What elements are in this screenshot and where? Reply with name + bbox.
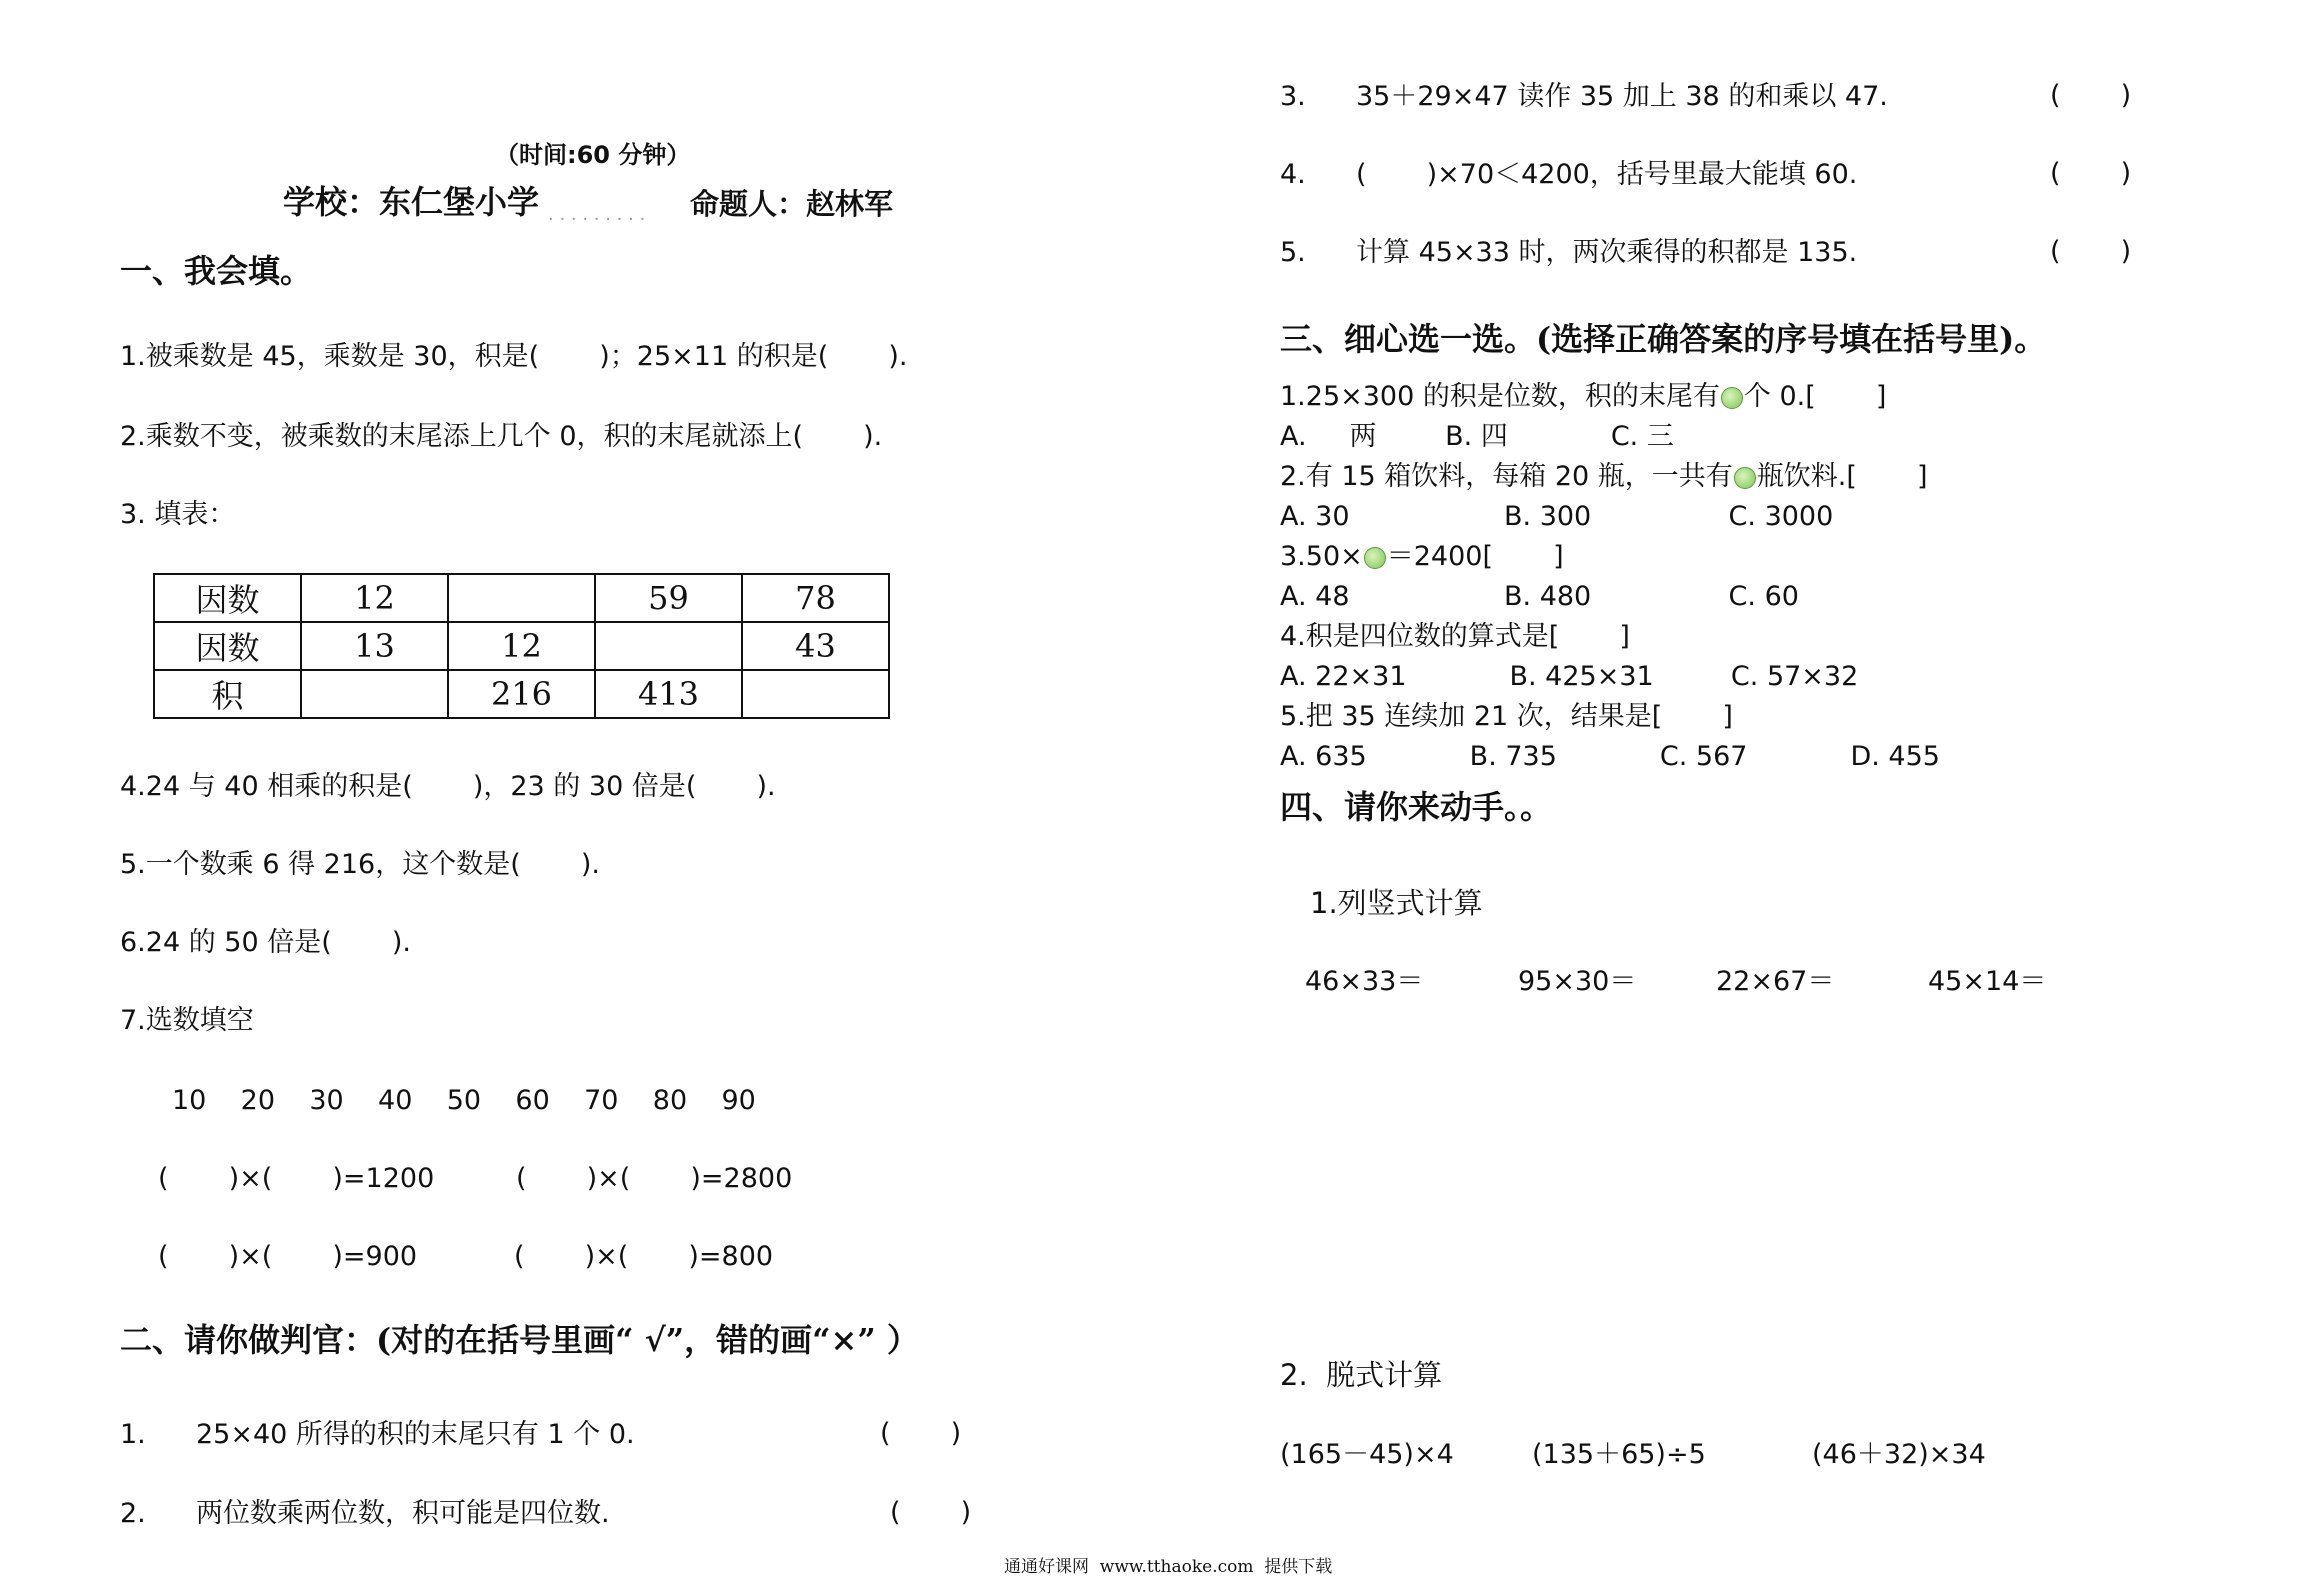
time-limit: （时间:60 分钟） <box>495 141 691 169</box>
answer-paren: ( ) <box>880 1418 962 1449</box>
vertical-calc: 45×14＝ <box>1928 966 2047 997</box>
s3-q4-options: A. 22×31 B. 425×31 C. 57×32 <box>1280 661 1859 692</box>
s3-q2-text: 瓶饮料.[ ] <box>1756 461 1928 492</box>
table-cell: 因数 <box>154 622 301 670</box>
s3-q1-text: 个 0.[ ] <box>1743 381 1887 412</box>
s3-q2-options: A. 30 B. 300 C. 3000 <box>1280 501 1834 532</box>
table-cell: 13 <box>301 622 448 670</box>
s3-q5-options: A. 635 B. 735 C. 567 D. 455 <box>1280 741 1940 772</box>
s2-item-num: 2. <box>120 1498 146 1529</box>
table-row <box>154 622 889 670</box>
s3-q1 <box>1280 380 1886 414</box>
table-row <box>154 670 889 718</box>
apple-icon <box>1734 467 1756 489</box>
footer-credit: 通通好课网 www.tthaoke.com 提供下载 <box>1004 1557 1333 1577</box>
s1-q6: 6.24 的 50 倍是( ). <box>120 927 411 958</box>
s3-q3-text: ＝2400[ ] <box>1386 541 1564 572</box>
school-name: 学校：东仁堡小学 <box>283 183 540 221</box>
table-cell: 积 <box>154 670 301 718</box>
table-cell <box>448 574 595 622</box>
blank-equation-4: ( )×( )=800 <box>514 1241 774 1272</box>
step-expression: (165－45)×4 <box>1280 1439 1454 1470</box>
s1-q3: 3. 填表： <box>120 499 236 530</box>
s3-q5: 5.把 35 连续加 21 次，结果是[ ] <box>1280 701 1733 732</box>
s3-q3-text: 3.50× <box>1280 541 1363 572</box>
s2-item-text: ( )×70＜4200，括号里最大能填 60. <box>1356 159 1858 190</box>
answer-paren: ( ) <box>890 1497 972 1528</box>
section4-title: 四、请你来动手。。 <box>1280 788 1553 826</box>
table-cell: 216 <box>448 670 595 718</box>
s2-item-num: 5. <box>1280 237 1306 268</box>
s2-item-num: 4. <box>1280 159 1306 190</box>
header-dots: . . . . . . . . . <box>548 204 646 225</box>
table-cell: 43 <box>742 622 889 670</box>
vertical-calc: 95×30＝ <box>1518 966 1637 997</box>
s1-q1: 1.被乘数是 45，乘数是 30，积是( )；25×11 的积是( ). <box>120 341 908 372</box>
table-cell: 12 <box>448 622 595 670</box>
table-cell <box>301 670 448 718</box>
s3-q3 <box>1280 540 1564 574</box>
blank-equation-3: ( )×( )=900 <box>158 1241 418 1272</box>
author: 命题人：赵林军 <box>690 187 894 221</box>
apple-icon <box>1721 387 1743 409</box>
table-cell: 因数 <box>154 574 301 622</box>
table-cell: 12 <box>301 574 448 622</box>
vertical-calc: 46×33＝ <box>1305 966 1424 997</box>
apple-icon <box>1364 547 1386 569</box>
s1-q7: 7.选数填空 <box>120 1005 254 1036</box>
blank-equation-2: ( )×( )=2800 <box>516 1163 793 1194</box>
s3-q2 <box>1280 460 1928 494</box>
table-cell: 413 <box>595 670 742 718</box>
s2-item-num: 1. <box>120 1419 146 1450</box>
blank-equation-1: ( )×( )=1200 <box>158 1163 435 1194</box>
s3-q2-text: 2.有 15 箱饮料，每箱 20 瓶，一共有 <box>1280 461 1733 492</box>
number-choices: 10 20 30 40 50 60 70 80 90 <box>172 1085 756 1116</box>
s2-item-num: 3. <box>1280 81 1306 112</box>
vertical-calc: 22×67＝ <box>1716 966 1835 997</box>
s2-item-text: 两位数乘两位数，积可能是四位数. <box>196 1498 610 1529</box>
s3-q3-options: A. 48 B. 480 C. 60 <box>1280 581 1799 612</box>
table-cell <box>595 622 742 670</box>
s1-q5: 5.一个数乘 6 得 216，这个数是( ). <box>120 849 600 880</box>
s1-q4: 4.24 与 40 相乘的积是( )，23 的 30 倍是( ). <box>120 771 776 802</box>
section2-title: 二、请你做判官：(对的在括号里画“ √”，错的画“×” ） <box>120 1321 919 1359</box>
s2-item-text: 计算 45×33 时，两次乘得的积都是 135. <box>1356 237 1858 268</box>
s4-sub2: 2. 脱式计算 <box>1280 1358 1443 1392</box>
s2-item-text: 35＋29×47 读作 35 加上 38 的和乘以 47. <box>1356 81 1888 112</box>
table-cell: 78 <box>742 574 889 622</box>
table-row <box>154 574 889 622</box>
s4-sub1: 1.列竖式计算 <box>1310 886 1483 920</box>
table-cell <box>742 670 889 718</box>
s3-q1-text: 1.25×300 的积是位数，积的末尾有 <box>1280 381 1720 412</box>
table-cell: 59 <box>595 574 742 622</box>
answer-paren: ( ) <box>2050 236 2132 267</box>
s2-item-text: 25×40 所得的积的末尾只有 1 个 0. <box>196 1419 635 1450</box>
section3-title: 三、细心选一选。(选择正确答案的序号填在括号里)。 <box>1280 320 2047 358</box>
step-expression: (135＋65)÷5 <box>1532 1439 1706 1470</box>
s1-q2: 2.乘数不变，被乘数的末尾添上几个 0，积的末尾就添上( ). <box>120 421 883 452</box>
answer-paren: ( ) <box>2050 80 2132 111</box>
s3-q4: 4.积是四位数的算式是[ ] <box>1280 621 1630 652</box>
section1-title: 一、我会填。 <box>120 252 313 290</box>
fill-table <box>153 573 890 719</box>
s3-q1-options: A. 两 B. 四 C. 三 <box>1280 421 1674 452</box>
answer-paren: ( ) <box>2050 158 2132 189</box>
step-expression: (46＋32)×34 <box>1812 1439 1986 1470</box>
